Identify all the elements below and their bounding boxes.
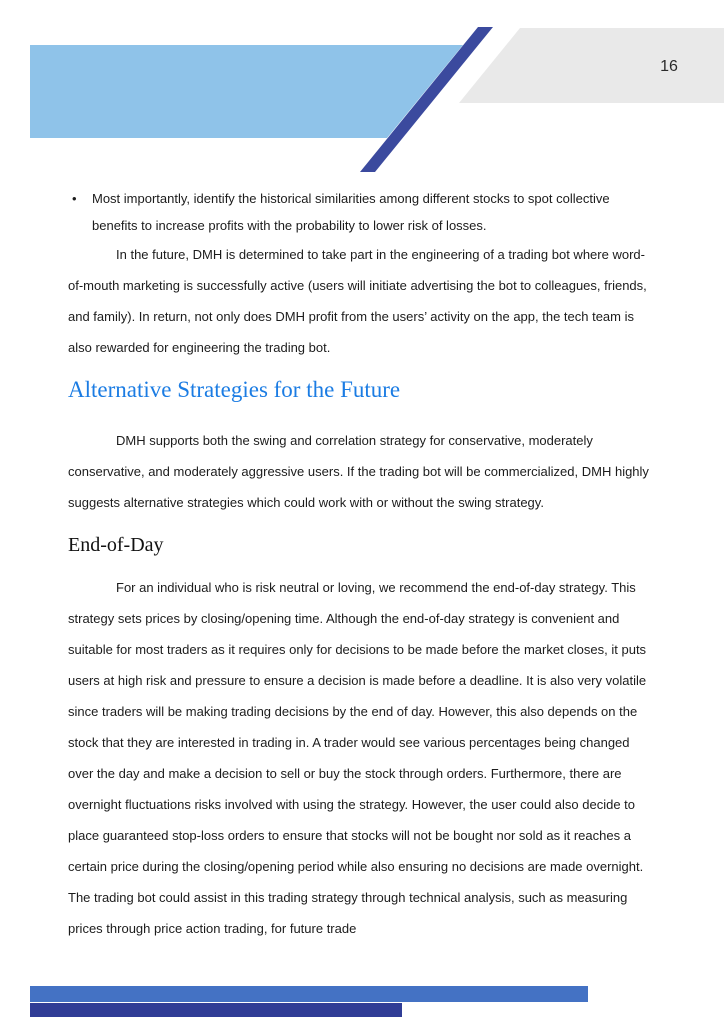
header-decoration	[0, 0, 724, 180]
paragraph-strategy-support: DMH supports both the swing and correlation strategy for conservative, moderately conservative, and moderately aggressive users. If the trading bot will be commercialized, DMH highly suggests alternative strategies which could work with or without the swing strategy.	[68, 433, 649, 510]
footer-bar-bottom	[30, 1003, 402, 1017]
bullet-list-item	[68, 185, 658, 239]
header-banner-shape	[30, 45, 463, 138]
bullet-marker: •	[72, 191, 77, 206]
footer-bar-top	[30, 986, 588, 1002]
bullet-text: Most importantly, identify the historical similarities among different stocks to spot collective benefits to increase profits with the probability to lower risk of losses.	[92, 191, 610, 233]
paragraph-future-plans: In the future, DMH is determined to take part in the engineering of a trading bot where word-of-mouth marketing is successfully active (users will initiate advertising the bot to colleagues, friends, and family). In return, not only does DMH profit from the users’ activity on the app, the tech team is also rewarded for engineering the trading bot.	[68, 247, 647, 355]
sub-heading-end-of-day: End-of-Day	[68, 534, 164, 556]
page-number: 16	[660, 58, 678, 75]
document-content	[68, 185, 658, 944]
paragraph-end-of-day: For an individual who is risk neutral or loving, we recommend the end-of-day strategy. This strategy sets prices by closing/opening time. Although the end-of-day strategy is convenient and suitable for most traders as it requires only for decisions to be made before the market closes, it puts users at high risk and pressure to ensure a decision is made before a deadline. It is also very volatile since traders will be making trading decisions by the end of day. However, this also depends on the stock that they are interested in trading in. A trader would see various percentages being changed over the day and make a decision to sell or buy the stock through orders. Furthermore, there are overnight fluctuations risks involved with using the strategy. However, the user could also decide to place guaranteed stop-loss orders to ensure that stocks will not be bought nor sold as it reaches a certain price during the closing/opening period while also ensuring no decisions are made overnight. The trading bot could assist in this trading strategy through technical analysis, such as measuring prices through price action trading, for future trade	[68, 580, 647, 936]
section-heading-alternative-strategies: Alternative Strategies for the Future	[68, 377, 401, 402]
